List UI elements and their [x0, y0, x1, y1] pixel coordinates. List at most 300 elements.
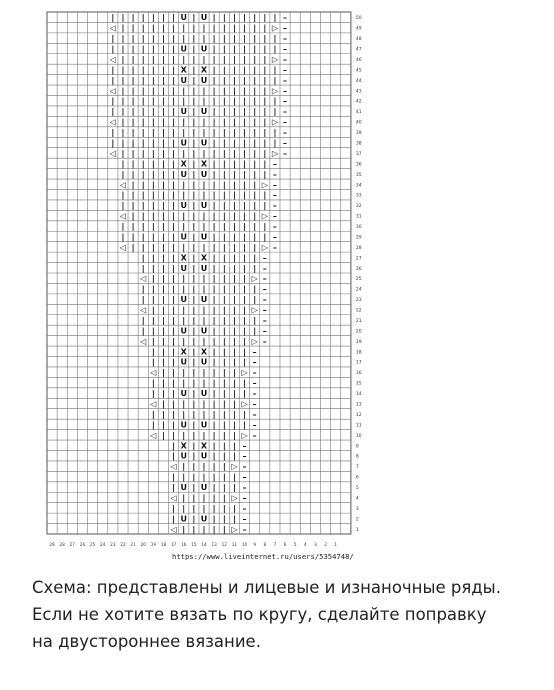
decrease-right-symbol: ▷: [271, 23, 279, 33]
knit-symbol: |: [212, 514, 216, 524]
knit-symbol: |: [151, 159, 155, 169]
knit-symbol: |: [162, 54, 165, 64]
knit-symbol: |: [232, 514, 236, 524]
knit-symbol: |: [253, 253, 257, 263]
knit-symbol: |: [253, 65, 257, 75]
knit-symbol: |: [253, 211, 257, 221]
knit-symbol: |: [232, 34, 236, 44]
decrease-right-symbol: ▷: [241, 399, 248, 409]
knit-symbol: |: [222, 23, 226, 33]
knit-symbol: |: [212, 117, 216, 127]
decrease-right-symbol: ▷: [271, 54, 279, 64]
knit-symbol: |: [172, 483, 176, 493]
knit-symbol: |: [263, 222, 267, 232]
knit-symbol: |: [172, 336, 176, 346]
knit-symbol: |: [243, 13, 246, 23]
row-number: 13: [355, 402, 362, 408]
knit-symbol: |: [162, 399, 165, 409]
knit-symbol: |: [243, 201, 246, 211]
decrease-left-symbol: ◁: [170, 462, 177, 472]
knit-symbol: |: [192, 13, 196, 23]
knit-symbol: |: [162, 326, 165, 336]
knit-symbol: |: [111, 96, 115, 106]
knit-symbol: |: [192, 326, 196, 336]
knit-symbol: |: [111, 75, 115, 85]
knit-symbol: |: [202, 117, 206, 127]
knit-symbol: |: [131, 201, 135, 211]
knit-symbol: |: [212, 242, 216, 252]
row-number: 7: [355, 465, 359, 471]
col-number: 5: [293, 542, 297, 547]
knit-symbol: |: [212, 472, 216, 482]
knit-symbol: |: [243, 295, 246, 305]
purl-symbol: –: [262, 274, 267, 284]
knit-symbol: |: [273, 75, 277, 85]
knit-symbol: |: [253, 326, 257, 336]
knit-symbol: |: [141, 117, 145, 127]
row-number: 49: [355, 26, 362, 32]
knit-symbol: |: [192, 524, 196, 534]
knit-symbol: |: [212, 420, 216, 430]
row-number: 19: [355, 339, 362, 345]
knit-symbol: |: [182, 368, 186, 378]
yarn-over-symbol: U: [180, 483, 188, 493]
knit-symbol: |: [151, 284, 155, 294]
knit-symbol: |: [202, 148, 206, 158]
knit-symbol: |: [263, 201, 267, 211]
row-number: 36: [355, 162, 362, 168]
knit-symbol: |: [232, 409, 236, 419]
knit-symbol: |: [151, 138, 155, 148]
knit-symbol: |: [232, 23, 236, 33]
knit-symbol: |: [253, 190, 257, 200]
knit-symbol: |: [192, 138, 196, 148]
knit-symbol: |: [192, 54, 196, 64]
knit-symbol: |: [232, 211, 236, 221]
knit-symbol: |: [172, 222, 176, 232]
col-number: 4: [303, 542, 307, 547]
row-number: 29: [355, 235, 362, 241]
knit-symbol: |: [222, 180, 226, 190]
knit-symbol: |: [162, 222, 165, 232]
knit-symbol: |: [202, 54, 206, 64]
knit-symbol: |: [253, 169, 257, 179]
knit-symbol: |: [182, 86, 186, 96]
decrease-right-symbol: ▷: [251, 305, 258, 315]
knit-symbol: |: [222, 65, 226, 75]
knit-symbol: |: [172, 305, 176, 315]
knit-symbol: |: [182, 409, 186, 419]
knit-symbol: |: [182, 190, 186, 200]
knit-symbol: |: [243, 389, 246, 399]
knit-symbol: |: [263, 138, 267, 148]
knit-symbol: |: [151, 305, 155, 315]
knit-symbol: |: [232, 389, 236, 399]
knit-symbol: |: [162, 409, 165, 419]
purl-symbol: –: [262, 326, 267, 336]
knit-symbol: |: [243, 378, 246, 388]
col-number: 7: [273, 542, 277, 547]
knit-symbol: |: [172, 54, 176, 64]
knit-symbol: |: [222, 389, 226, 399]
knit-symbol: |: [162, 430, 165, 440]
yarn-over-symbol: U: [200, 451, 208, 461]
knit-symbol: |: [202, 242, 206, 252]
knit-symbol: |: [162, 295, 165, 305]
knit-symbol: |: [243, 180, 246, 190]
knit-symbol: |: [151, 148, 155, 158]
knit-symbol: |: [172, 65, 176, 75]
col-number: 15: [191, 542, 197, 547]
knit-symbol: |: [172, 409, 176, 419]
knit-symbol: |: [243, 326, 246, 336]
knit-symbol: |: [222, 493, 226, 503]
knit-symbol: |: [141, 138, 145, 148]
row-number: 16: [355, 371, 362, 377]
knit-symbol: |: [253, 159, 257, 169]
yarn-over-symbol: U: [200, 357, 208, 367]
col-number: 10: [241, 542, 248, 547]
knit-symbol: |: [141, 326, 145, 336]
knit-symbol: |: [162, 368, 165, 378]
knit-symbol: |: [131, 65, 135, 75]
knit-symbol: |: [273, 107, 277, 117]
knit-symbol: |: [151, 378, 155, 388]
knit-symbol: |: [222, 483, 226, 493]
knit-symbol: |: [222, 253, 226, 263]
cross-symbol: X: [180, 253, 187, 263]
col-number: 29: [49, 542, 55, 547]
knit-symbol: |: [243, 305, 246, 315]
knit-symbol: |: [111, 34, 115, 44]
knit-symbol: |: [273, 128, 277, 138]
knit-symbol: |: [202, 378, 206, 388]
knit-symbol: |: [222, 284, 226, 294]
knit-symbol: |: [151, 44, 155, 54]
knit-symbol: |: [253, 284, 257, 294]
row-number: 1: [355, 527, 359, 533]
knit-symbol: |: [172, 138, 176, 148]
knit-symbol: |: [151, 357, 155, 367]
knit-symbol: |: [182, 180, 186, 190]
row-number: 40: [355, 120, 362, 126]
knit-symbol: |: [151, 201, 155, 211]
knit-symbol: |: [172, 190, 176, 200]
knit-symbol: |: [232, 451, 236, 461]
knit-symbol: |: [162, 44, 165, 54]
knit-symbol: |: [172, 242, 176, 252]
cross-symbol: X: [200, 159, 208, 169]
knit-symbol: |: [253, 86, 257, 96]
knit-symbol: |: [232, 326, 236, 336]
knit-symbol: |: [243, 315, 246, 325]
knit-symbol: |: [151, 107, 155, 117]
knit-symbol: |: [222, 242, 226, 252]
purl-symbol: –: [272, 242, 277, 252]
knit-symbol: |: [253, 242, 257, 252]
purl-symbol: –: [252, 368, 257, 378]
knit-symbol: |: [253, 23, 257, 33]
knit-symbol: |: [172, 284, 176, 294]
col-number: 17: [170, 542, 177, 547]
knit-symbol: |: [162, 23, 165, 33]
knit-symbol: |: [162, 107, 165, 117]
knit-symbol: |: [232, 503, 236, 513]
knit-symbol: |: [162, 180, 165, 190]
knit-symbol: |: [162, 65, 165, 75]
row-number: 44: [355, 78, 362, 84]
knit-symbol: |: [212, 65, 216, 75]
knit-symbol: |: [232, 86, 236, 96]
yarn-over-symbol: U: [200, 389, 208, 399]
knit-symbol: |: [222, 503, 226, 513]
knit-symbol: |: [243, 420, 246, 430]
row-number: 28: [355, 245, 362, 251]
knit-symbol: |: [212, 274, 216, 284]
knit-symbol: |: [253, 295, 257, 305]
yarn-over-symbol: U: [180, 232, 188, 242]
knit-symbol: |: [263, 75, 267, 85]
row-number: 27: [355, 256, 362, 262]
knit-symbol: |: [192, 222, 196, 232]
yarn-over-symbol: U: [200, 44, 208, 54]
knit-symbol: |: [212, 159, 216, 169]
cross-symbol: X: [200, 441, 208, 451]
knit-symbol: |: [232, 159, 236, 169]
knit-symbol: |: [192, 451, 196, 461]
purl-symbol: –: [262, 295, 267, 305]
knit-symbol: |: [192, 430, 196, 440]
knit-symbol: |: [151, 117, 155, 127]
cross-symbol: X: [200, 253, 208, 263]
knit-symbol: |: [222, 430, 226, 440]
cross-symbol: X: [180, 441, 187, 451]
knit-symbol: |: [243, 23, 246, 33]
knit-symbol: |: [222, 128, 226, 138]
knit-symbol: |: [151, 232, 155, 242]
knit-symbol: |: [172, 169, 176, 179]
decrease-left-symbol: ◁: [170, 493, 177, 503]
knit-symbol: |: [222, 44, 226, 54]
knit-symbol: |: [212, 128, 216, 138]
col-number: 12: [221, 542, 227, 547]
knit-symbol: |: [141, 23, 145, 33]
knit-symbol: |: [243, 336, 246, 346]
knit-symbol: |: [212, 232, 216, 242]
purl-symbol: –: [252, 420, 257, 430]
knit-symbol: |: [232, 378, 236, 388]
knit-symbol: |: [192, 117, 196, 127]
knit-symbol: |: [243, 96, 246, 106]
purl-symbol: –: [283, 86, 288, 96]
knit-symbol: |: [222, 117, 226, 127]
knit-symbol: |: [212, 190, 216, 200]
knit-symbol: |: [202, 472, 206, 482]
knit-symbol: |: [192, 368, 196, 378]
knit-symbol: |: [232, 347, 236, 357]
caption-line-3: на двустороннее вязание.: [32, 632, 261, 651]
knit-symbol: |: [141, 222, 145, 232]
yarn-over-symbol: U: [180, 138, 188, 148]
yarn-over-symbol: U: [200, 169, 208, 179]
knit-symbol: |: [131, 96, 135, 106]
row-number: 38: [355, 141, 362, 147]
yarn-over-symbol: U: [200, 75, 208, 85]
knit-symbol: |: [222, 378, 226, 388]
knit-symbol: |: [172, 44, 176, 54]
yarn-over-symbol: U: [180, 13, 188, 23]
knit-symbol: |: [243, 159, 246, 169]
knit-symbol: |: [253, 34, 257, 44]
decrease-right-symbol: ▷: [261, 211, 268, 221]
knit-symbol: |: [162, 75, 165, 85]
knit-symbol: |: [232, 441, 236, 451]
knit-symbol: |: [151, 336, 155, 346]
knit-symbol: |: [172, 399, 176, 409]
yarn-over-symbol: U: [200, 483, 208, 493]
knit-symbol: |: [182, 23, 186, 33]
purl-symbol: –: [262, 253, 267, 263]
yarn-over-symbol: U: [200, 138, 208, 148]
knit-symbol: |: [172, 180, 176, 190]
knit-symbol: |: [141, 75, 145, 85]
col-number: 28: [59, 542, 65, 547]
knit-symbol: |: [121, 23, 125, 33]
decrease-right-symbol: ▷: [251, 274, 258, 284]
knit-symbol: |: [131, 75, 135, 85]
knit-symbol: |: [141, 86, 145, 96]
purl-symbol: –: [252, 378, 257, 388]
knit-symbol: |: [232, 336, 236, 346]
knit-symbol: |: [273, 44, 277, 54]
knit-symbol: |: [151, 326, 155, 336]
knit-symbol: |: [192, 389, 196, 399]
decrease-left-symbol: ◁: [140, 274, 147, 284]
knit-symbol: |: [273, 138, 277, 148]
purl-symbol: –: [283, 75, 288, 85]
knit-symbol: |: [162, 169, 165, 179]
row-number: 15: [355, 381, 362, 387]
knit-symbol: |: [192, 201, 196, 211]
knit-symbol: |: [141, 65, 145, 75]
knit-symbol: |: [243, 190, 246, 200]
knit-symbol: |: [232, 107, 236, 117]
knit-symbol: |: [182, 96, 186, 106]
col-number: 6: [283, 542, 287, 547]
knit-symbol: |: [182, 378, 186, 388]
knit-symbol: |: [162, 378, 165, 388]
knit-symbol: |: [212, 263, 216, 273]
knit-symbol: |: [243, 86, 246, 96]
knit-symbol: |: [141, 169, 145, 179]
purl-symbol: –: [252, 399, 257, 409]
knit-symbol: |: [192, 284, 196, 294]
source-url: https://www.liveinternet.ru/users/5354748/: [172, 552, 354, 560]
knit-symbol: |: [192, 357, 196, 367]
knit-symbol: |: [172, 107, 176, 117]
purl-symbol: –: [283, 107, 288, 117]
knit-symbol: |: [232, 201, 236, 211]
knit-symbol: |: [151, 180, 155, 190]
knit-symbol: |: [202, 315, 206, 325]
purl-symbol: –: [272, 211, 277, 221]
knit-symbol: |: [202, 368, 206, 378]
purl-symbol: –: [272, 201, 277, 211]
knit-symbol: |: [222, 514, 226, 524]
knit-symbol: |: [232, 75, 236, 85]
knit-symbol: |: [212, 493, 216, 503]
col-number: 13: [211, 542, 217, 547]
knit-symbol: |: [222, 462, 226, 472]
knit-symbol: |: [192, 514, 196, 524]
knit-symbol: |: [232, 368, 236, 378]
knit-symbol: |: [121, 86, 125, 96]
knit-symbol: |: [212, 295, 216, 305]
yarn-over-symbol: U: [200, 326, 208, 336]
knit-symbol: |: [263, 23, 267, 33]
purl-symbol: –: [272, 222, 277, 232]
knit-symbol: |: [212, 44, 216, 54]
knit-symbol: |: [253, 44, 257, 54]
knit-symbol: |: [172, 232, 176, 242]
knit-symbol: |: [121, 222, 125, 232]
knit-symbol: |: [243, 75, 246, 85]
purl-symbol: –: [283, 23, 288, 33]
purl-symbol: –: [242, 503, 247, 513]
knit-symbol: |: [232, 13, 236, 23]
knit-symbol: |: [182, 315, 186, 325]
knit-symbol: |: [232, 472, 236, 482]
col-number: 23: [110, 542, 116, 547]
purl-symbol: –: [242, 493, 247, 503]
knit-symbol: |: [212, 75, 216, 85]
knit-symbol: |: [121, 96, 125, 106]
knit-symbol: |: [121, 75, 125, 85]
knit-symbol: |: [151, 263, 155, 273]
knit-symbol: |: [222, 305, 226, 315]
knit-symbol: |: [192, 399, 196, 409]
row-number: 46: [355, 57, 362, 63]
knit-symbol: |: [253, 138, 257, 148]
knit-symbol: |: [131, 159, 135, 169]
yarn-over-symbol: U: [200, 295, 208, 305]
knit-symbol: |: [263, 65, 267, 75]
knit-symbol: |: [192, 378, 196, 388]
knit-symbol: |: [192, 493, 196, 503]
purl-symbol: –: [272, 169, 277, 179]
knit-symbol: |: [162, 159, 165, 169]
purl-symbol: –: [283, 138, 288, 148]
knit-symbol: |: [162, 201, 165, 211]
col-number: 8: [263, 542, 267, 547]
row-number: 39: [355, 131, 362, 137]
yarn-over-symbol: U: [200, 514, 208, 524]
decrease-left-symbol: ◁: [109, 54, 116, 64]
knit-symbol: |: [253, 128, 257, 138]
row-number: 35: [355, 172, 362, 178]
knit-symbol: |: [232, 315, 236, 325]
knit-symbol: |: [162, 336, 165, 346]
knit-symbol: |: [273, 13, 277, 23]
purl-symbol: –: [283, 128, 288, 138]
knit-symbol: |: [141, 54, 145, 64]
purl-symbol: –: [242, 451, 247, 461]
knit-symbol: |: [141, 263, 145, 273]
purl-symbol: –: [252, 389, 257, 399]
purl-symbol: –: [242, 524, 247, 534]
knit-symbol: |: [141, 159, 145, 169]
knit-symbol: |: [212, 347, 216, 357]
